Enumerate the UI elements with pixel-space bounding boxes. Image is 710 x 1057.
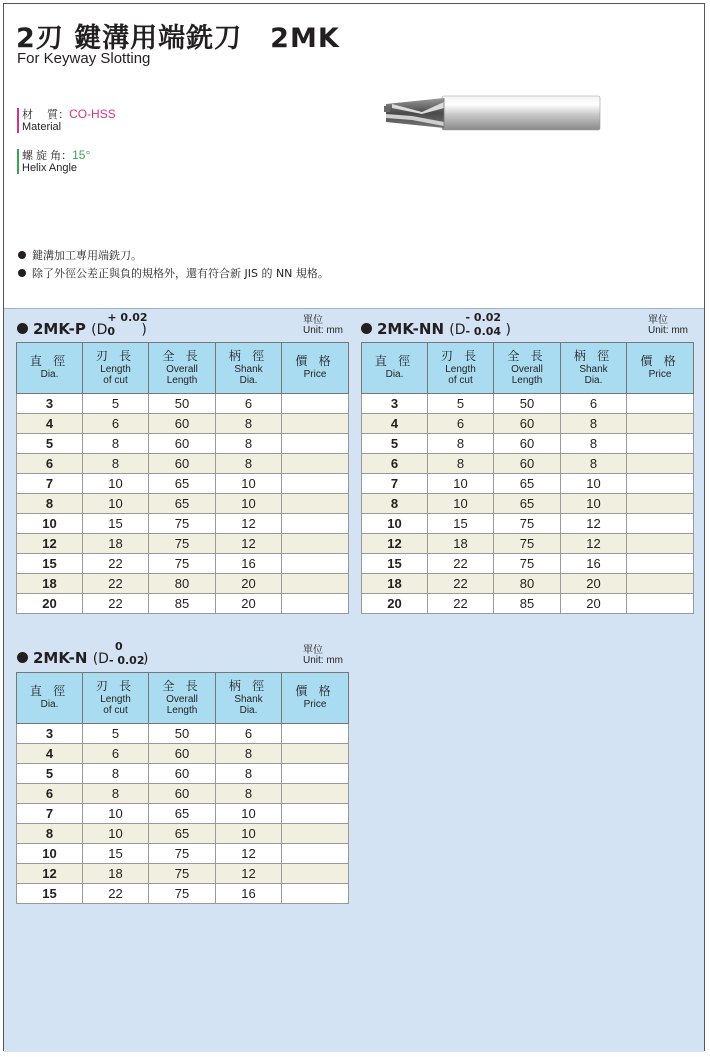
cell-price <box>282 534 349 554</box>
table-row <box>17 884 349 904</box>
cell-shank-diameter: 6 <box>216 724 282 744</box>
cell-length-of-cut: 15 <box>428 514 494 534</box>
table-row <box>17 454 349 474</box>
bullet-icon <box>18 251 26 259</box>
cell-diameter: 5 <box>362 434 428 454</box>
cell-diameter: 4 <box>17 744 83 764</box>
material-color-bar <box>17 108 19 133</box>
cell-diameter: 6 <box>17 454 83 474</box>
cell-length-of-cut: 8 <box>83 454 149 474</box>
cell-shank-diameter: 8 <box>216 744 282 764</box>
cell-shank-diameter: 10 <box>561 474 627 494</box>
helix-label-zh: 螺 旋 角 <box>22 150 62 162</box>
cell-price <box>627 454 694 474</box>
cell-diameter: 15 <box>17 884 83 904</box>
cell-overall-length: 80 <box>494 574 561 594</box>
table-row <box>17 474 349 494</box>
cell-shank-diameter: 10 <box>561 494 627 514</box>
cell-length-of-cut: 10 <box>83 804 149 824</box>
cell-overall-length: 60 <box>494 434 561 454</box>
cell-overall-length: 60 <box>149 784 216 804</box>
cell-price <box>282 474 349 494</box>
cell-diameter: 20 <box>362 594 428 614</box>
cell-diameter: 18 <box>17 574 83 594</box>
table-row <box>17 554 349 574</box>
cell-overall-length: 50 <box>494 394 561 414</box>
cell-overall-length: 60 <box>149 454 216 474</box>
cell-overall-length: 75 <box>149 844 216 864</box>
cell-length-of-cut: 10 <box>428 474 494 494</box>
cell-shank-diameter: 20 <box>216 594 282 614</box>
cell-diameter: 4 <box>362 414 428 434</box>
cell-length-of-cut: 10 <box>83 474 149 494</box>
feature-notes <box>18 247 329 283</box>
cell-shank-diameter: 12 <box>561 514 627 534</box>
cell-diameter: 15 <box>17 554 83 574</box>
cell-overall-length: 50 <box>149 394 216 414</box>
cell-shank-diameter: 6 <box>561 394 627 414</box>
table-row <box>17 804 349 824</box>
cell-shank-diameter: 8 <box>561 414 627 434</box>
cell-overall-length: 60 <box>149 434 216 454</box>
cell-length-of-cut: 18 <box>83 534 149 554</box>
cell-shank-diameter: 8 <box>216 434 282 454</box>
cell-length-of-cut: 8 <box>83 764 149 784</box>
column-header-length-of-cut: 刃 長 Length of cut <box>83 673 149 724</box>
cell-length-of-cut: 6 <box>83 744 149 764</box>
cell-length-of-cut: 22 <box>428 574 494 594</box>
bullet-icon <box>361 323 372 334</box>
cell-diameter: 10 <box>362 514 428 534</box>
helix-color-bar <box>17 149 19 174</box>
cell-price <box>282 784 349 804</box>
table-row <box>17 514 349 534</box>
unit-label: 單位 Unit: mm <box>648 315 689 336</box>
page-title: 2刃 鍵溝用端銑刀 2MK <box>16 23 340 54</box>
catalog-page <box>3 3 705 1051</box>
cell-length-of-cut: 5 <box>83 394 149 414</box>
cell-overall-length: 75 <box>149 864 216 884</box>
cell-price <box>282 434 349 454</box>
column-header-shank-diameter: 柄 徑 Shank Dia. <box>561 343 627 394</box>
cell-diameter: 18 <box>362 574 428 594</box>
cell-price <box>282 724 349 744</box>
table-row <box>362 394 694 414</box>
table-row <box>17 864 349 884</box>
cell-overall-length: 85 <box>149 594 216 614</box>
table-row <box>362 574 694 594</box>
cell-length-of-cut: 15 <box>83 844 149 864</box>
cell-price <box>627 554 694 574</box>
cell-length-of-cut: 22 <box>428 554 494 574</box>
cell-shank-diameter: 10 <box>216 804 282 824</box>
cell-length-of-cut: 15 <box>83 514 149 534</box>
column-header-diameter: 直 徑 Dia. <box>362 343 428 394</box>
cell-overall-length: 65 <box>149 824 216 844</box>
cell-price <box>627 574 694 594</box>
cell-diameter: 10 <box>17 844 83 864</box>
table-row <box>17 414 349 434</box>
cell-shank-diameter: 8 <box>216 784 282 804</box>
header-area: 2刃 鍵溝用端銑刀 2MK For Keyway Slotting 材 質：CO-HSS Material 螺 旋 角：15° Helix Angle 鍵溝加工專用端銑刀。 除了外徑公差正與負的規格外，還有符合新 JIS 的 NN 規格。 <box>4 4 704 308</box>
column-header-diameter: 直 徑 Dia. <box>17 673 83 724</box>
bullet-icon <box>18 269 26 277</box>
table-row <box>362 554 694 574</box>
tolerance: - 0.02 - 0.04 <box>465 311 502 338</box>
cell-diameter: 6 <box>362 454 428 474</box>
cell-shank-diameter: 16 <box>216 884 282 904</box>
cell-price <box>627 394 694 414</box>
table-row <box>362 534 694 554</box>
cell-diameter: 12 <box>17 534 83 554</box>
cell-diameter: 4 <box>17 414 83 434</box>
end-mill-image <box>382 92 604 136</box>
note-item: 鍵溝加工專用端銑刀。 <box>18 247 329 265</box>
cell-length-of-cut: 10 <box>83 824 149 844</box>
column-header-overall-length: 全 長 Overall Length <box>149 343 216 394</box>
table-row <box>17 824 349 844</box>
cell-diameter: 3 <box>17 394 83 414</box>
cell-diameter: 3 <box>17 724 83 744</box>
cell-diameter: 3 <box>362 394 428 414</box>
bullet-icon <box>17 652 28 663</box>
cell-overall-length: 60 <box>149 764 216 784</box>
tolerance: + 0.02 0 <box>107 311 148 338</box>
cell-shank-diameter: 10 <box>216 824 282 844</box>
material-value: CO-HSS <box>69 107 116 121</box>
cell-length-of-cut: 5 <box>428 394 494 414</box>
cell-shank-diameter: 12 <box>216 514 282 534</box>
cell-length-of-cut: 6 <box>428 414 494 434</box>
spec-table-2mk-p <box>16 342 349 614</box>
cell-overall-length: 65 <box>149 804 216 824</box>
cell-diameter: 15 <box>362 554 428 574</box>
cell-overall-length: 80 <box>149 574 216 594</box>
column-header-diameter: 直 徑 Dia. <box>17 343 83 394</box>
cell-diameter: 5 <box>17 434 83 454</box>
cell-shank-diameter: 8 <box>561 434 627 454</box>
cell-price <box>627 414 694 434</box>
cell-shank-diameter: 20 <box>216 574 282 594</box>
cell-length-of-cut: 8 <box>428 434 494 454</box>
cell-diameter: 12 <box>17 864 83 884</box>
cell-shank-diameter: 8 <box>216 454 282 474</box>
cell-diameter: 7 <box>17 804 83 824</box>
table-row <box>362 474 694 494</box>
cell-diameter: 8 <box>17 824 83 844</box>
cell-price <box>282 864 349 884</box>
cell-overall-length: 75 <box>149 554 216 574</box>
column-header-shank-diameter: 柄 徑 Shank Dia. <box>216 673 282 724</box>
cell-length-of-cut: 18 <box>83 864 149 884</box>
cell-diameter: 7 <box>17 474 83 494</box>
table-row <box>17 494 349 514</box>
table-row <box>362 434 694 454</box>
column-header-price: 價 格 Price <box>627 343 694 394</box>
table-header-row <box>17 343 349 394</box>
cell-length-of-cut: 8 <box>83 434 149 454</box>
cell-price <box>282 414 349 434</box>
cell-price <box>282 514 349 534</box>
cell-price <box>627 474 694 494</box>
cell-diameter: 5 <box>17 764 83 784</box>
cell-price <box>627 514 694 534</box>
table-row <box>362 514 694 534</box>
table-header-row <box>17 673 349 724</box>
cell-overall-length: 60 <box>149 744 216 764</box>
table-row <box>17 844 349 864</box>
cell-length-of-cut: 5 <box>83 724 149 744</box>
cell-diameter: 6 <box>17 784 83 804</box>
spec-table-2mk-nn <box>361 342 694 614</box>
table-row <box>17 764 349 784</box>
cell-length-of-cut: 10 <box>428 494 494 514</box>
cell-shank-diameter: 16 <box>561 554 627 574</box>
cell-overall-length: 75 <box>149 884 216 904</box>
cell-length-of-cut: 22 <box>83 884 149 904</box>
cell-shank-diameter: 20 <box>561 574 627 594</box>
table-row <box>17 574 349 594</box>
cell-shank-diameter: 12 <box>216 864 282 884</box>
column-header-price: 價 格 Price <box>282 343 349 394</box>
cell-price <box>627 594 694 614</box>
cell-price <box>282 494 349 514</box>
cell-length-of-cut: 18 <box>428 534 494 554</box>
cell-price <box>282 394 349 414</box>
note-item: 除了外徑公差正與負的規格外，還有符合新 JIS 的 NN 規格。 <box>18 265 329 283</box>
cell-overall-length: 50 <box>149 724 216 744</box>
cell-overall-length: 85 <box>494 594 561 614</box>
table-row <box>17 724 349 744</box>
cell-price <box>282 824 349 844</box>
material-label-en: Material <box>22 121 62 133</box>
cell-length-of-cut: 10 <box>83 494 149 514</box>
cell-length-of-cut: 8 <box>83 784 149 804</box>
helix-value: 15° <box>72 148 91 162</box>
column-header-shank-diameter: 柄 徑 Shank Dia. <box>216 343 282 394</box>
cell-price <box>627 534 694 554</box>
cell-overall-length: 65 <box>149 474 216 494</box>
cell-shank-diameter: 8 <box>216 414 282 434</box>
tolerance: 0 - 0.02 <box>108 640 145 667</box>
cell-overall-length: 60 <box>494 454 561 474</box>
table-row <box>17 394 349 414</box>
table-row <box>362 494 694 514</box>
table-row <box>17 744 349 764</box>
cell-overall-length: 65 <box>149 494 216 514</box>
cell-diameter: 20 <box>17 594 83 614</box>
helix-label-en: Helix Angle <box>22 162 78 174</box>
cell-shank-diameter: 12 <box>216 844 282 864</box>
column-header-overall-length: 全 長 Overall Length <box>149 673 216 724</box>
cell-price <box>282 844 349 864</box>
cell-price <box>282 454 349 474</box>
cell-diameter: 12 <box>362 534 428 554</box>
table-row <box>362 414 694 434</box>
cell-shank-diameter: 10 <box>216 474 282 494</box>
cell-price <box>282 574 349 594</box>
cell-price <box>282 764 349 784</box>
cell-shank-diameter: 10 <box>216 494 282 514</box>
cell-overall-length: 75 <box>494 534 561 554</box>
cell-length-of-cut: 22 <box>83 594 149 614</box>
column-header-length-of-cut: 刃 長 Length of cut <box>428 343 494 394</box>
page-subtitle: For Keyway Slotting <box>17 50 151 67</box>
cell-length-of-cut: 22 <box>83 554 149 574</box>
cell-diameter: 8 <box>17 494 83 514</box>
cell-overall-length: 65 <box>494 494 561 514</box>
cell-shank-diameter: 16 <box>216 554 282 574</box>
column-header-overall-length: 全 長 Overall Length <box>494 343 561 394</box>
cell-overall-length: 75 <box>149 514 216 534</box>
cell-diameter: 10 <box>17 514 83 534</box>
spec-table-2mk-n <box>16 672 349 904</box>
section-title-2mk-n: 2MK-N (D 0 - 0.02 ) <box>17 646 148 667</box>
table-row <box>17 784 349 804</box>
cell-length-of-cut: 22 <box>428 594 494 614</box>
material-label-zh: 材 質 <box>22 109 59 121</box>
cell-shank-diameter: 6 <box>216 394 282 414</box>
cell-price <box>627 434 694 454</box>
cell-diameter: 7 <box>362 474 428 494</box>
bullet-icon <box>17 323 28 334</box>
table-row <box>17 534 349 554</box>
cell-price <box>282 744 349 764</box>
cell-overall-length: 75 <box>494 514 561 534</box>
cell-length-of-cut: 22 <box>83 574 149 594</box>
unit-label: 單位 Unit: mm <box>303 315 344 336</box>
cell-overall-length: 60 <box>149 414 216 434</box>
cell-price <box>282 884 349 904</box>
cell-shank-diameter: 8 <box>561 454 627 474</box>
cell-overall-length: 60 <box>494 414 561 434</box>
table-row <box>17 594 349 614</box>
cell-overall-length: 75 <box>494 554 561 574</box>
table-header-row <box>362 343 694 394</box>
table-row <box>362 454 694 474</box>
column-header-length-of-cut: 刃 長 Length of cut <box>83 343 149 394</box>
cell-length-of-cut: 6 <box>83 414 149 434</box>
column-header-price: 價 格 Price <box>282 673 349 724</box>
cell-price <box>282 554 349 574</box>
cell-shank-diameter: 20 <box>561 594 627 614</box>
section-title-2mk-nn: 2MK-NN (D - 0.02 - 0.04 ) <box>361 317 511 338</box>
cell-overall-length: 65 <box>494 474 561 494</box>
table-row <box>362 594 694 614</box>
cell-price <box>627 494 694 514</box>
cell-diameter: 8 <box>362 494 428 514</box>
table-row <box>17 434 349 454</box>
unit-label: 單位 Unit: mm <box>303 645 344 666</box>
cell-price <box>282 594 349 614</box>
cell-shank-diameter: 12 <box>561 534 627 554</box>
cell-length-of-cut: 8 <box>428 454 494 474</box>
cell-shank-diameter: 8 <box>216 764 282 784</box>
cell-price <box>282 804 349 824</box>
cell-overall-length: 75 <box>149 534 216 554</box>
cell-shank-diameter: 12 <box>216 534 282 554</box>
section-title-2mk-p: 2MK-P (D + 0.02 0 ) <box>17 317 147 338</box>
